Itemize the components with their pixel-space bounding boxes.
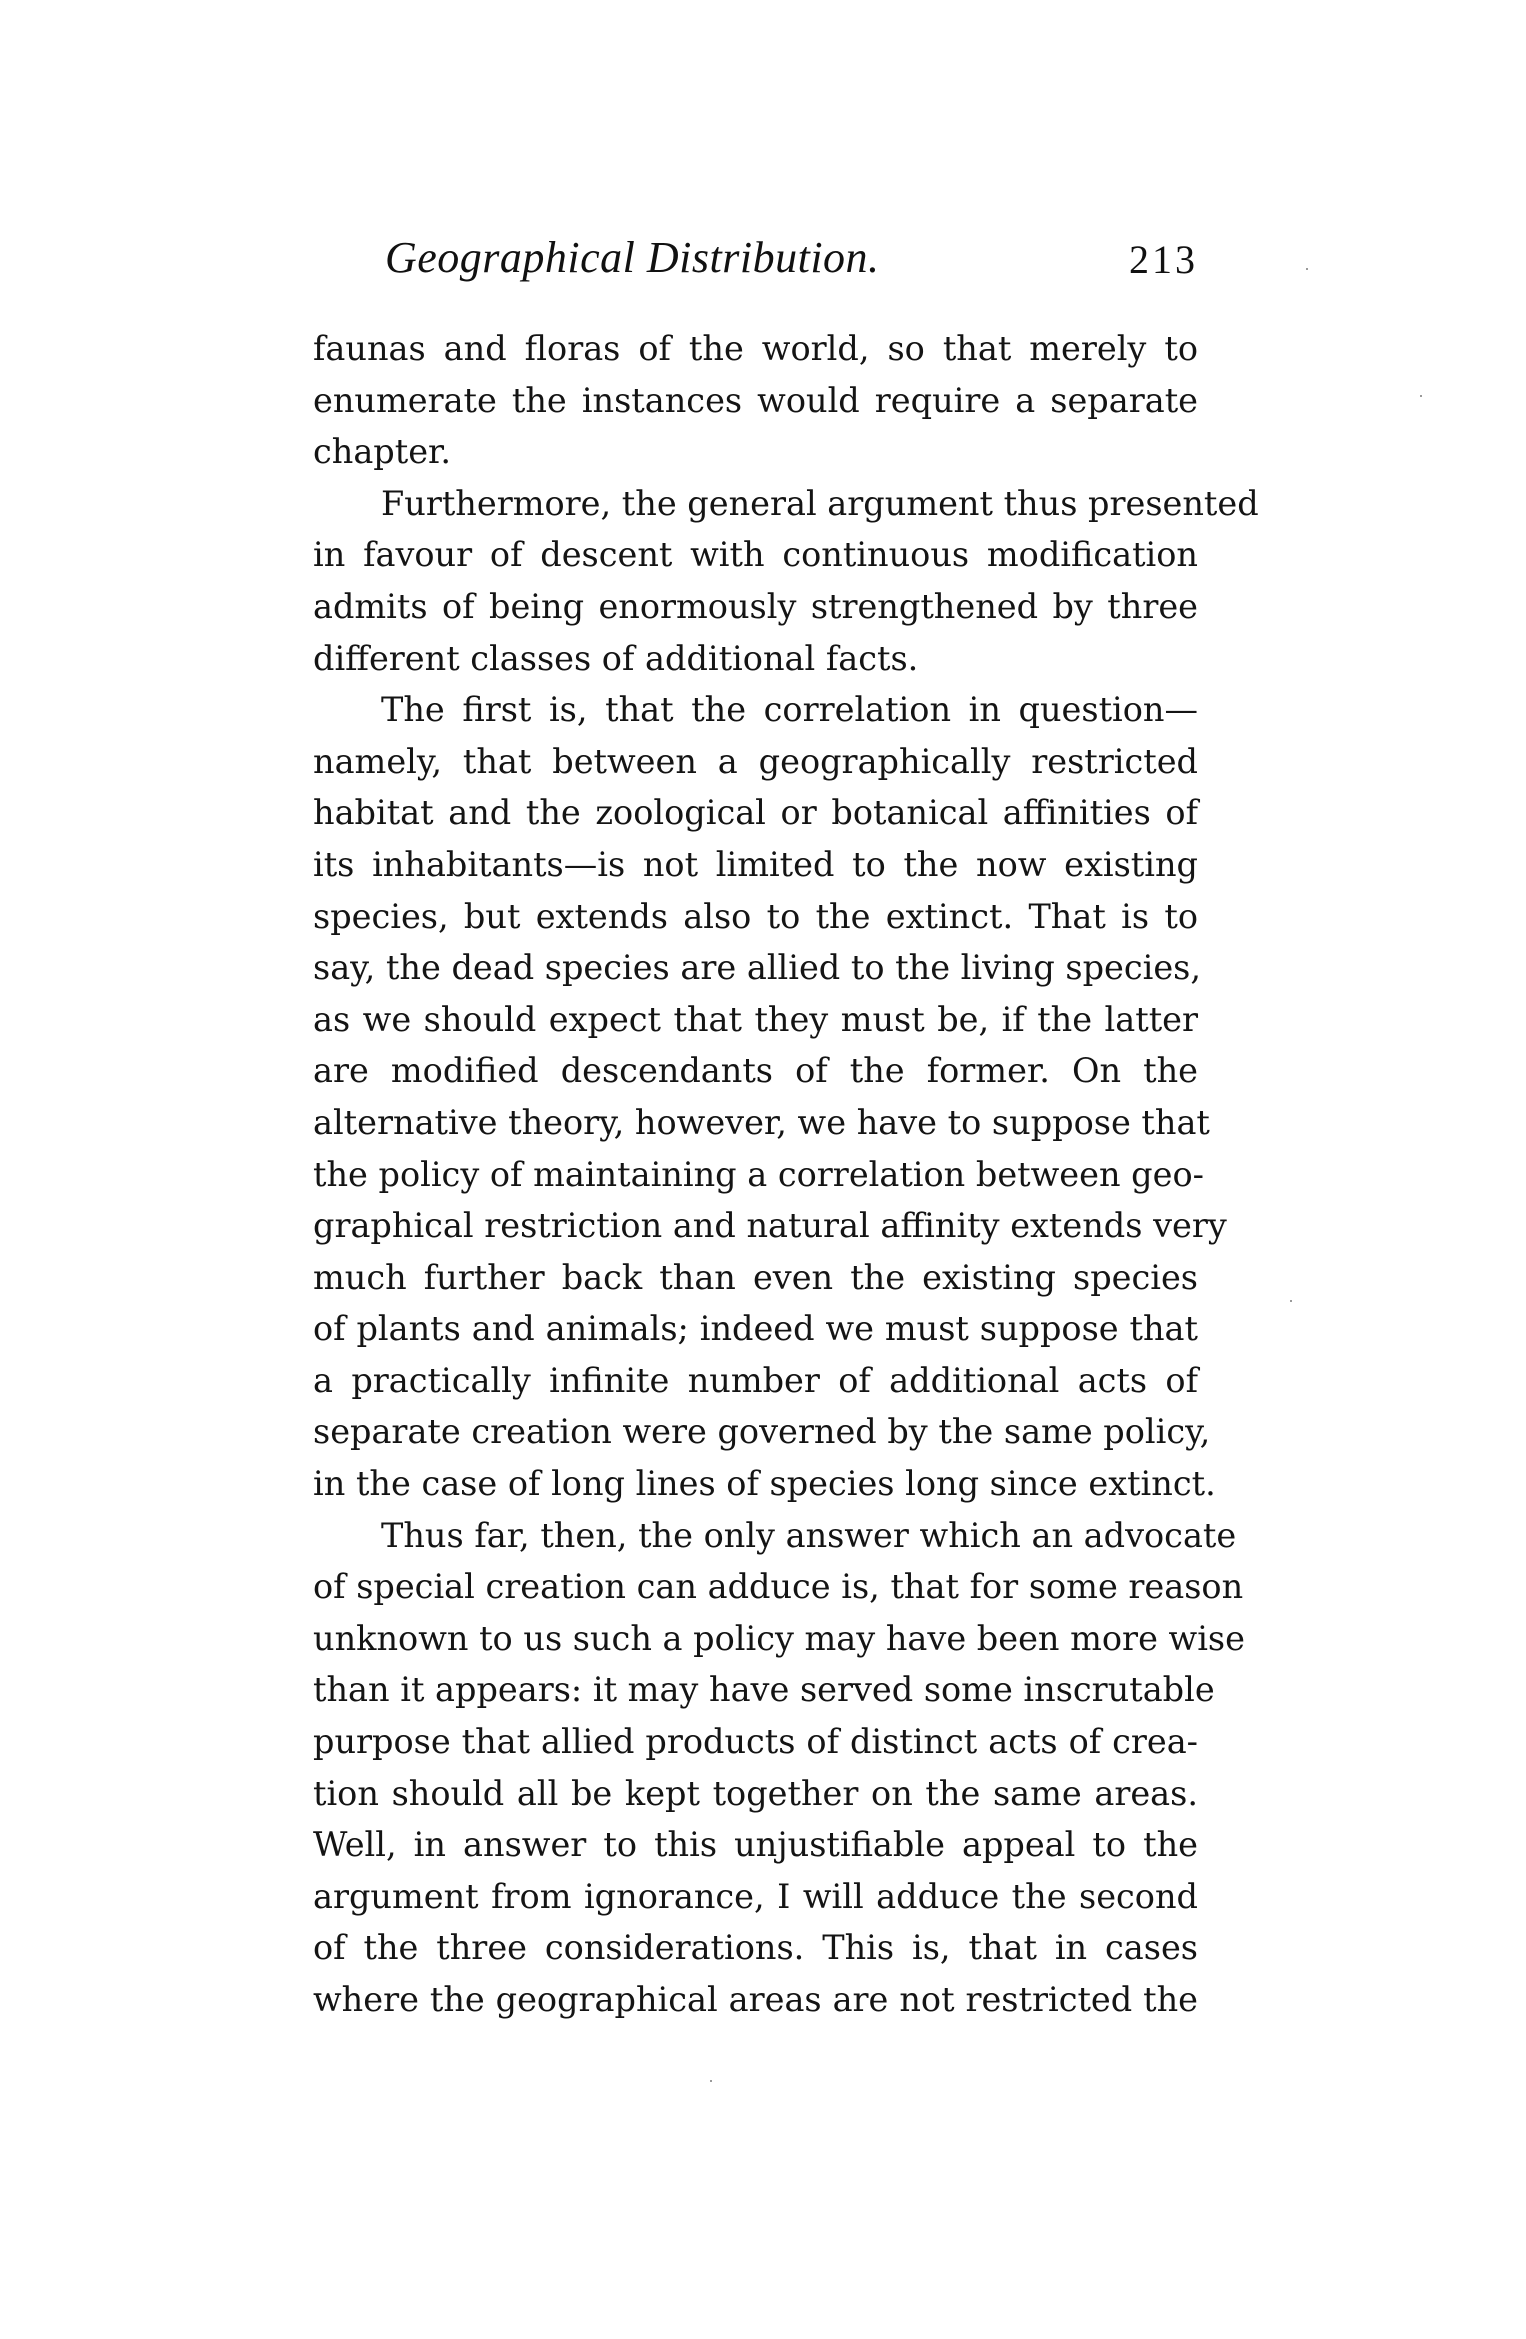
paragraph bbox=[313, 1510, 1245, 2026]
text-line: the policy of maintaining a correlation between geo- bbox=[313, 1154, 1204, 1194]
text-line: The first is, that the correlation in question— bbox=[381, 690, 1198, 730]
text-line: of plants and animals; indeed we must suppose that bbox=[313, 1309, 1198, 1349]
scan-speck bbox=[1290, 1300, 1292, 1302]
scan-speck bbox=[710, 2080, 712, 2082]
text-line: species, but extends also to the extinct. That is to bbox=[313, 896, 1198, 936]
text-line: in favour of descent with continuous modification bbox=[313, 535, 1198, 575]
text-line: unknown to us such a policy may have been more wise bbox=[313, 1618, 1245, 1658]
text-line: of the three considerations. This is, that in cases bbox=[313, 1928, 1198, 1968]
text-line: Furthermore, the general argument thus presented bbox=[381, 483, 1259, 523]
text-line: enumerate the instances would require a separate bbox=[313, 380, 1198, 420]
text-line: say, the dead species are allied to the living species, bbox=[313, 948, 1202, 988]
text-line: Well, in answer to this unjustifiable appeal to the bbox=[313, 1825, 1198, 1865]
page-header bbox=[313, 232, 1198, 292]
paragraph bbox=[313, 684, 1227, 1510]
scan-speck bbox=[1306, 268, 1308, 270]
text-line: than it appears: it may have served some inscrutable bbox=[313, 1670, 1215, 1710]
text-line: alternative theory, however, we have to suppose that bbox=[313, 1102, 1210, 1142]
text-line: are modified descendants of the former. On the bbox=[313, 1051, 1198, 1091]
body-text bbox=[313, 323, 1259, 2026]
text-line: much further back than even the existing species bbox=[313, 1257, 1198, 1297]
text-line: separate creation were governed by the same policy, bbox=[313, 1412, 1211, 1452]
text-line: faunas and floras of the world, so that merely to bbox=[313, 329, 1198, 368]
text-line: where the geographical areas are not restricted the bbox=[313, 1980, 1198, 2019]
text-line: graphical restriction and natural affinity extends very bbox=[313, 1206, 1227, 1246]
text-line: habitat and the zoological or botanical affinities of bbox=[313, 793, 1198, 833]
text-line: in the case of long lines of species long since extinct. bbox=[313, 1464, 1216, 1504]
page-number: 213 bbox=[1129, 237, 1198, 282]
running-title: Geographical Distribution. bbox=[385, 233, 880, 282]
text-line: purpose that allied products of distinct acts of crea- bbox=[313, 1722, 1198, 1762]
text-line: its inhabitants—is not limited to the now existing bbox=[313, 844, 1198, 884]
text-line: namely, that between a geographically restricted bbox=[313, 741, 1198, 781]
text-line: argument from ignorance, I will adduce the second bbox=[313, 1876, 1198, 1916]
text-line: tion should all be kept together on the same areas. bbox=[313, 1773, 1198, 1813]
text-line: a practically infinite number of additional acts of bbox=[313, 1360, 1198, 1400]
scan-speck bbox=[1420, 395, 1422, 397]
text-line: as we should expect that they must be, if the latter bbox=[313, 999, 1198, 1039]
text-line: admits of being enormously strengthened by three bbox=[313, 586, 1198, 626]
paragraph bbox=[313, 323, 1198, 478]
paragraph bbox=[313, 478, 1259, 684]
text-line: different classes of additional facts. bbox=[313, 638, 919, 678]
text-line: of special creation can adduce is, that for some reason bbox=[313, 1567, 1244, 1607]
text-line: chapter. bbox=[313, 432, 452, 472]
text-line: Thus far, then, the only answer which an advocate bbox=[381, 1515, 1237, 1555]
